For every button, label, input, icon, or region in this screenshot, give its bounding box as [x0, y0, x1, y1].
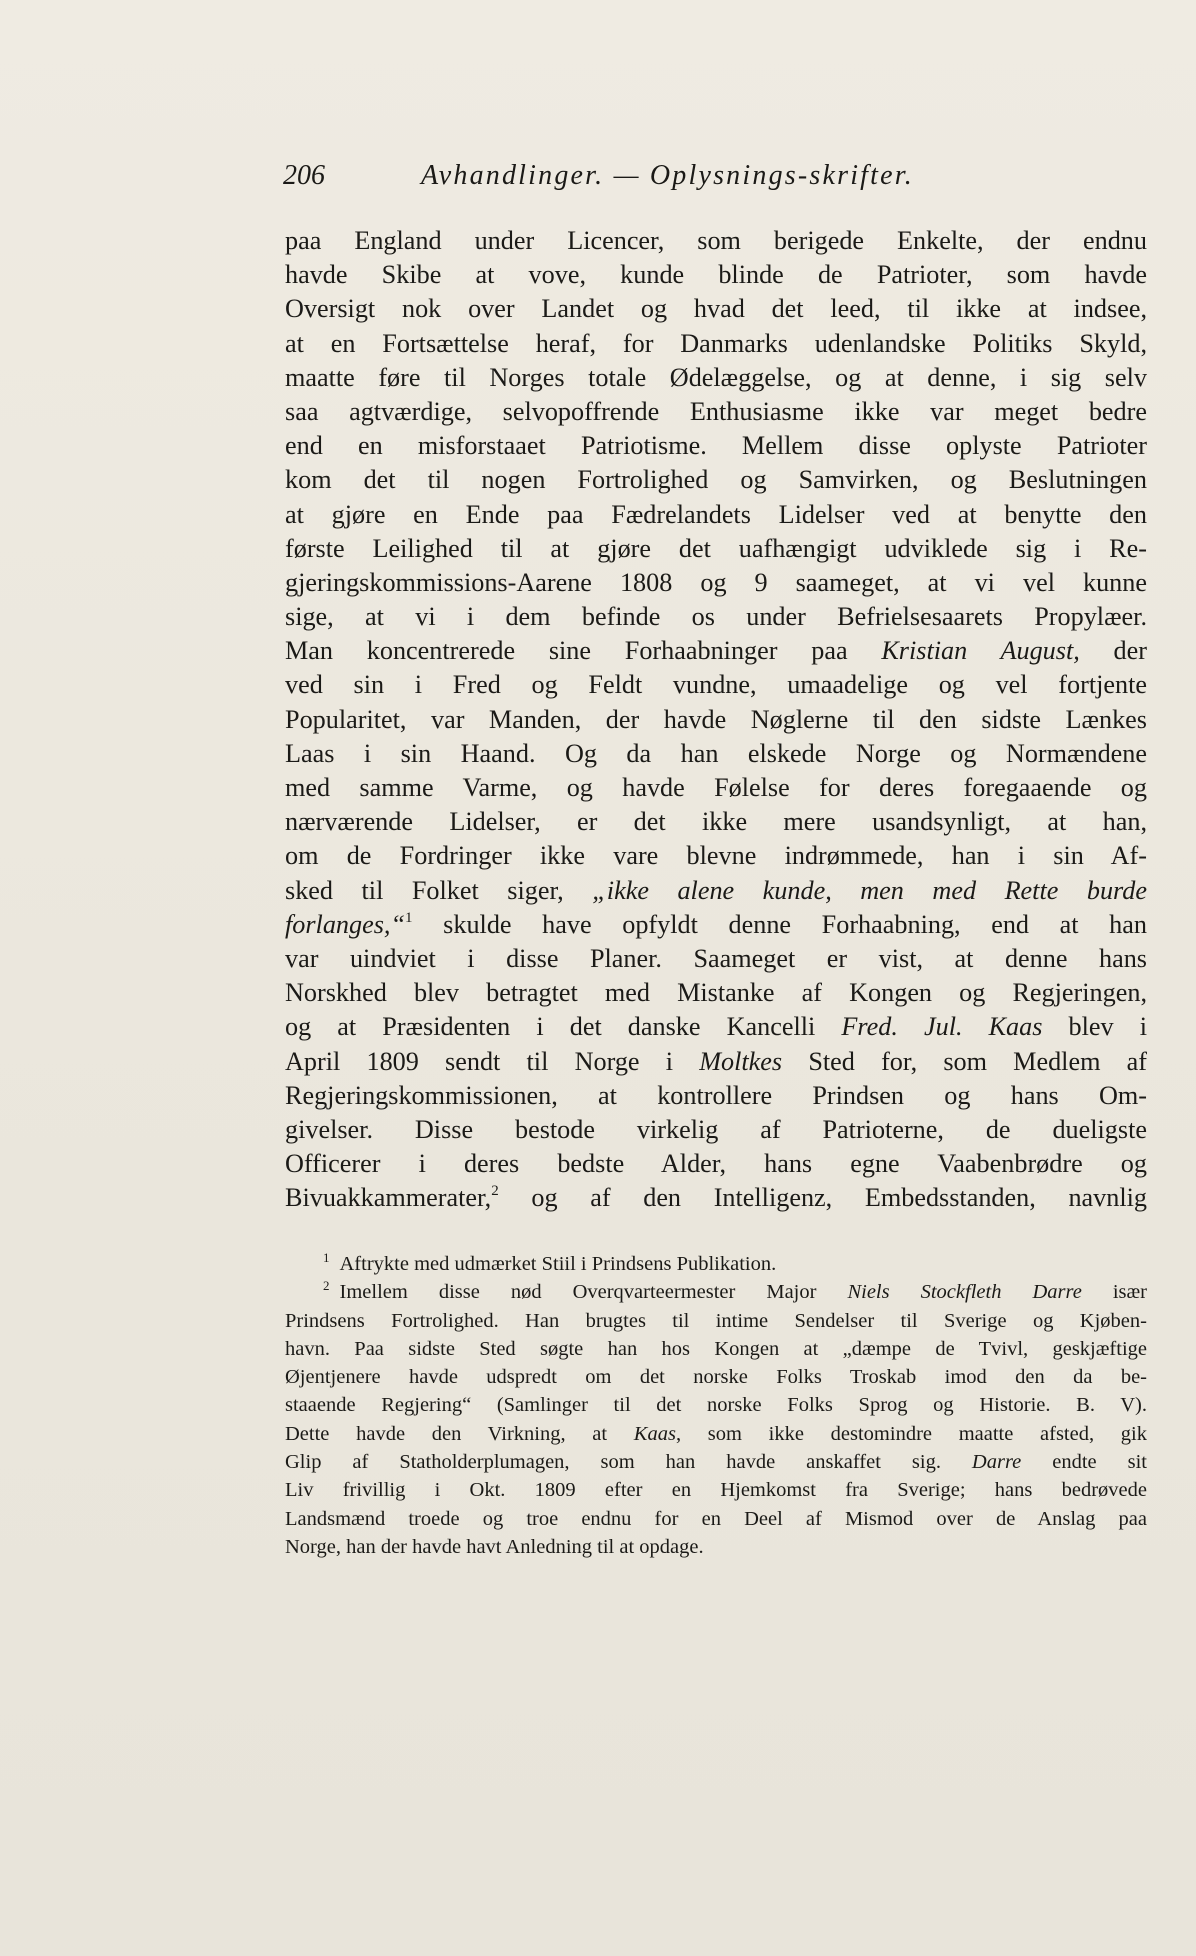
text-segment: der: [1079, 636, 1147, 666]
text-segment: skulde have opfyldt denne Forhaabning, end at han: [412, 909, 1147, 939]
text-line: [285, 566, 1147, 600]
text-segment: end en misforstaaet Patriotisme. Mellem disse oplyste Patrioter: [285, 431, 1147, 461]
text-line: [285, 224, 1147, 258]
text-line: [285, 292, 1147, 326]
text-line: [285, 327, 1147, 361]
italic-text: forlanges,“: [285, 909, 406, 939]
text-line: [285, 429, 1147, 463]
text-line: [285, 1045, 1147, 1079]
text-segment: paa England under Licencer, som berigede Enkelte, der endnu: [285, 226, 1147, 255]
italic-text: Moltkes: [699, 1046, 783, 1076]
text-segment: gjeringskommissions-Aarene 1808 og 9 saameget, at vi vel kunne: [285, 567, 1147, 597]
text-line: [285, 1079, 1147, 1113]
text-segment: sige, at vi i dem befinde os under Befrielsesaarets Propylæer.: [285, 602, 1147, 632]
text-segment: Landsmænd troede og troe endnu for en Deel af Mismod over de Anslag paa: [285, 1507, 1147, 1530]
text-line: [285, 1010, 1147, 1044]
text-segment: Glip af Statholderplumagen, som han havde anskaffet sig.: [285, 1451, 972, 1474]
footnote-marker: 2: [323, 1278, 330, 1294]
text-segment: Liv frivillig i Okt. 1809 efter en Hjemkomst fra Sverige; hans bedrøvede: [285, 1479, 1147, 1502]
text-line: [285, 703, 1147, 737]
text-segment: ved sin i Fred og Feldt vundne, umaadelige og vel fortjente: [285, 670, 1147, 700]
text-segment: Norskhed blev betragtet med Mistanke af Kongen og Regjeringen,: [285, 978, 1147, 1008]
text-line: [285, 498, 1147, 532]
text-segment: Aftrykte med udmærket Stiil i Prindsens Publikation.: [339, 1253, 777, 1275]
text-segment: Laas i sin Haand. Og da han elskede Norge og Normændene: [285, 738, 1147, 768]
text-line: [285, 908, 1147, 942]
body-text: [285, 224, 1147, 1215]
text-segment: endte sit: [1021, 1451, 1147, 1474]
text-segment: staaende Regjering“ (Samlinger til det norske Folks Sprog og Historie. B. V).: [285, 1394, 1147, 1417]
italic-text: Niels Stockfleth Darre: [847, 1281, 1082, 1304]
footnote-line: [285, 1448, 1147, 1476]
footnote-line: [285, 1250, 1147, 1278]
text-segment: kom det til nogen Fortrolighed og Samvirken, og Beslutningen: [285, 465, 1147, 495]
text-segment: Oversigt nok over Landet og hvad det leed, til ikke at indsee,: [285, 294, 1147, 324]
text-segment: Norge, han der havde havt Anledning til at opdage.: [285, 1535, 704, 1558]
text-line: [285, 395, 1147, 429]
italic-text: Kaas: [633, 1422, 676, 1445]
page-number: 206: [283, 160, 325, 191]
footnote-line: [285, 1476, 1147, 1504]
text-segment: saa agtværdige, selvopoffrende Enthusiasme ikke var meget bedre: [285, 396, 1147, 426]
footnote: [285, 1250, 1147, 1278]
text-segment: at gjøre en Ende paa Fædrelandets Lidelser ved at benytte den: [285, 499, 1147, 529]
text-segment: April 1809 sendt til Norge i: [285, 1046, 700, 1076]
text-segment: med samme Varme, og havde Følelse for deres foregaaende og: [285, 773, 1147, 802]
italic-text: Darre: [971, 1451, 1022, 1474]
italic-text: Fred. Jul. Kaas: [841, 1012, 1043, 1042]
footnote-line: [285, 1420, 1147, 1448]
footnote-line: [285, 1505, 1147, 1533]
text-segment: Bivuakkammerater,: [285, 1183, 492, 1213]
text-line: [285, 737, 1147, 771]
text-line: [285, 805, 1147, 839]
footnote-line: [285, 1533, 1147, 1561]
text-line: [285, 839, 1147, 873]
page-header: [283, 160, 1143, 200]
running-title: Avhandlinger. — Oplysnings-skrifter.: [421, 160, 914, 191]
footnote-line: [285, 1391, 1147, 1419]
text-segment: Man koncentrerede sine Forhaabninger paa: [285, 636, 882, 666]
text-segment: Popularitet, var Manden, der havde Nøglerne til den sidste Lænkes: [285, 704, 1147, 734]
text-segment: Dette havde den Virkning, at: [285, 1422, 634, 1445]
text-segment: og af den Intelligenz, Embedsstanden, navnlig: [498, 1183, 1147, 1213]
text-line: [285, 1113, 1147, 1147]
text-segment: maatte føre til Norges totale Ødelæggelse, og at denne, i sig selv: [285, 362, 1147, 392]
text-line: [285, 668, 1147, 702]
text-line: [285, 361, 1147, 395]
text-segment: Prindsens Fortrolighed. Han brugtes til intime Sendelser til Sverige og Kjøben-: [285, 1309, 1147, 1332]
text-segment: nærværende Lidelser, er det ikke mere usandsynligt, at han,: [285, 807, 1147, 837]
text-segment: Imellem disse nød Overqvarteermester Major: [339, 1281, 848, 1304]
text-line: [285, 942, 1147, 976]
italic-text: „ikke alene kunde, men med Rette burde: [592, 875, 1147, 905]
text-line: [285, 634, 1147, 668]
text-segment: sked til Folket siger,: [285, 875, 593, 905]
footnote-line: [285, 1307, 1147, 1335]
text-segment: om de Fordringer ikke vare blevne indrømmede, han i sin Af-: [285, 841, 1147, 871]
footnote-line: [285, 1278, 1147, 1306]
footnotes: [285, 1250, 1147, 1561]
footnote-reference: 2: [491, 1183, 499, 1200]
text-segment: blev i: [1042, 1012, 1147, 1042]
text-line: [285, 532, 1147, 566]
text-segment: givelser. Disse bestode virkelig af Patrioterne, de dueligste: [285, 1114, 1147, 1144]
text-segment: havn. Paa sidste Sted søgte han hos Kongen at „dæmpe de Tvivl, geskjæftige: [285, 1337, 1147, 1360]
text-segment: Officerer i deres bedste Alder, hans egne Vaabenbrødre og: [285, 1149, 1147, 1179]
text-segment: havde Skibe at vove, kunde blinde de Patrioter, som havde: [285, 260, 1147, 290]
italic-text: Kristian August,: [881, 636, 1080, 666]
text-segment: var uindviet i disse Planer. Saameget er vist, at denne hans: [285, 943, 1147, 973]
text-line: [285, 258, 1147, 292]
text-line: [285, 771, 1147, 805]
text-line: [285, 1181, 1147, 1215]
footnote: [285, 1278, 1147, 1561]
text-segment: og at Præsidenten i det danske Kancelli: [285, 1012, 842, 1042]
text-segment: Regjeringskommissionen, at kontrollere Prindsen og hans Om-: [285, 1080, 1147, 1110]
text-line: [285, 463, 1147, 497]
footnote-line: [285, 1363, 1147, 1391]
text-segment: Sted for, som Medlem af: [782, 1046, 1147, 1076]
footnote-line: [285, 1335, 1147, 1363]
text-line: [285, 600, 1147, 634]
footnote-marker: 1: [323, 1250, 330, 1265]
text-line: [285, 874, 1147, 908]
text-segment: at en Fortsættelse heraf, for Danmarks udenlandske Politiks Skyld,: [285, 328, 1147, 358]
footnote-reference: 1: [405, 909, 413, 926]
text-segment: især: [1081, 1281, 1147, 1304]
text-segment: Øjentjenere havde udspredt om det norske Folks Troskab imod den da be-: [285, 1366, 1147, 1389]
text-line: [285, 1147, 1147, 1181]
text-line: [285, 976, 1147, 1010]
text-segment: første Leilighed til at gjøre det uafhængigt udviklede sig i Re-: [285, 533, 1147, 563]
text-segment: , som ikke destomindre maatte afsted, gik: [675, 1422, 1147, 1445]
